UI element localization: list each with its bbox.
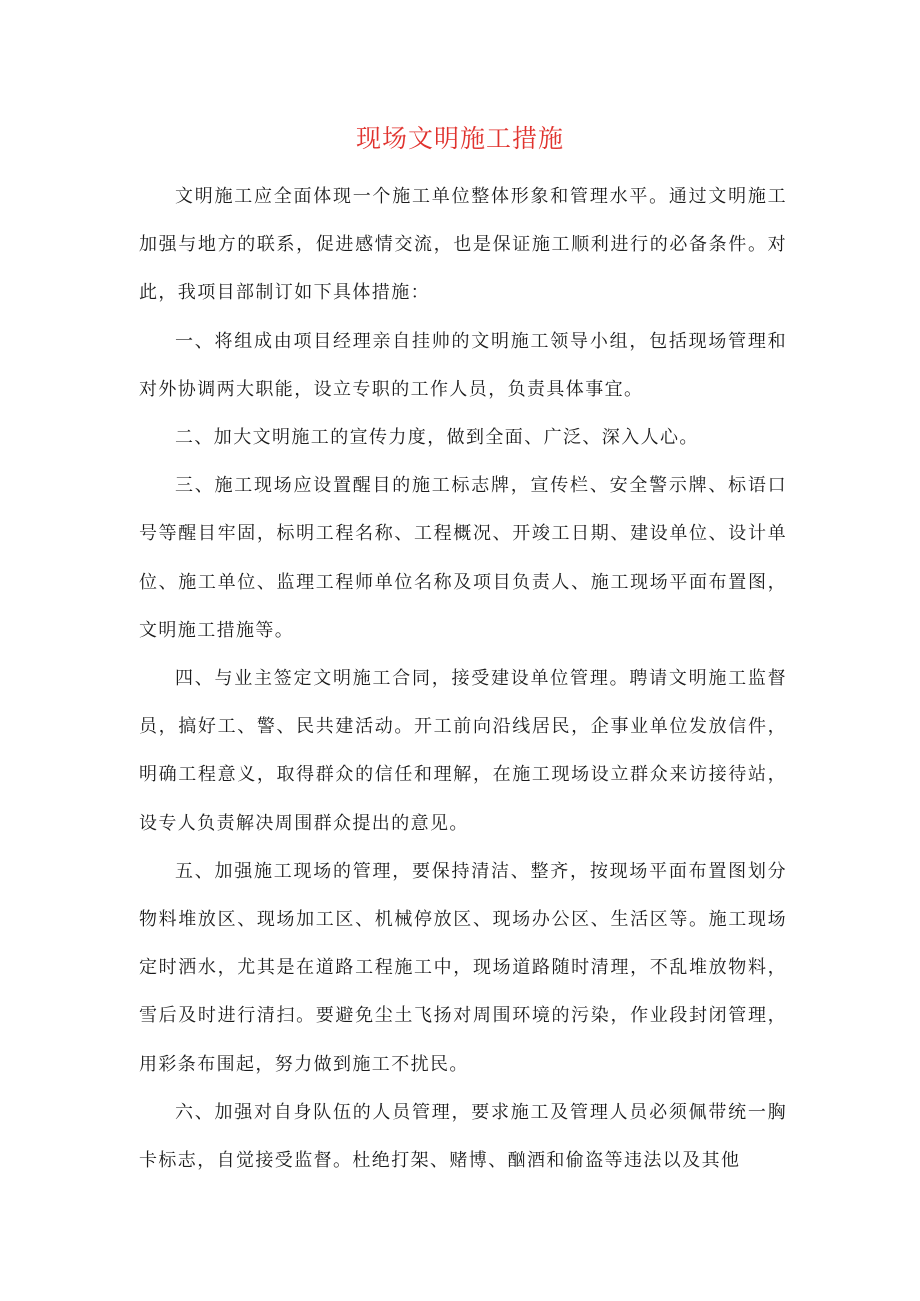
document-title: 现场文明施工措施 [355, 124, 564, 153]
paragraph-intro: 文明施工应全面体现一个施工单位整体形象和管理水平。通过文明施工加强与地方的联系，促进感情交流，也是保证施工顺利进行的必备条件。对此，我项目部制订如下具体措施： [139, 186, 787, 304]
paragraph-3: 三、施工现场应设置醒目的施工标志牌，宣传栏、安全警示牌、标语口号等醒目牢固，标明工程名称、工程概况、开竣工日期、建设单位、设计单位、施工单位、监理工程师单位名称及项目负责人、施工现场平面布置图，文明施工措施等。 [139, 475, 787, 641]
paragraph-5: 五、加强施工现场的管理，要保持清洁、整齐，按现场平面布置图划分物料堆放区、现场加工区、机械停放区、现场办公区、生活区等。施工现场定时洒水，尤其是在道路工程施工中，现场道路随时清理，不乱堆放物料，雪后及时进行清扫。要避免尘土飞扬对周围环境的污染，作业段封闭管理，用彩条布围起，努力做到施工不扰民。 [139, 860, 787, 1075]
paragraph-4: 四、与业主签定文明施工合同，接受建设单位管理。聘请文明施工监督员，搞好工、警、民共建活动。开工前向沿线居民，企事业单位发放信件，明确工程意义，取得群众的信任和理解，在施工现场设立群众来访接待站，设专人负责解决周围群众提出的意见。 [139, 668, 787, 834]
paragraph-1: 一、将组成由项目经理亲自挂帅的文明施工领导小组，包括现场管理和对外协调两大职能，设立专职的工作人员，负责具体事宜。 [139, 330, 787, 400]
document-body [139, 173, 787, 1185]
paragraph-2: 二、加大文明施工的宣传力度，做到全面、广泛、深入人心。 [175, 427, 699, 449]
paragraph-6: 六、加强对自身队伍的人员管理，要求施工及管理人员必须佩带统一胸卡标志，自觉接受监督。杜绝打架、赌博、酗酒和偷盗等违法以及其他 [139, 1101, 787, 1172]
